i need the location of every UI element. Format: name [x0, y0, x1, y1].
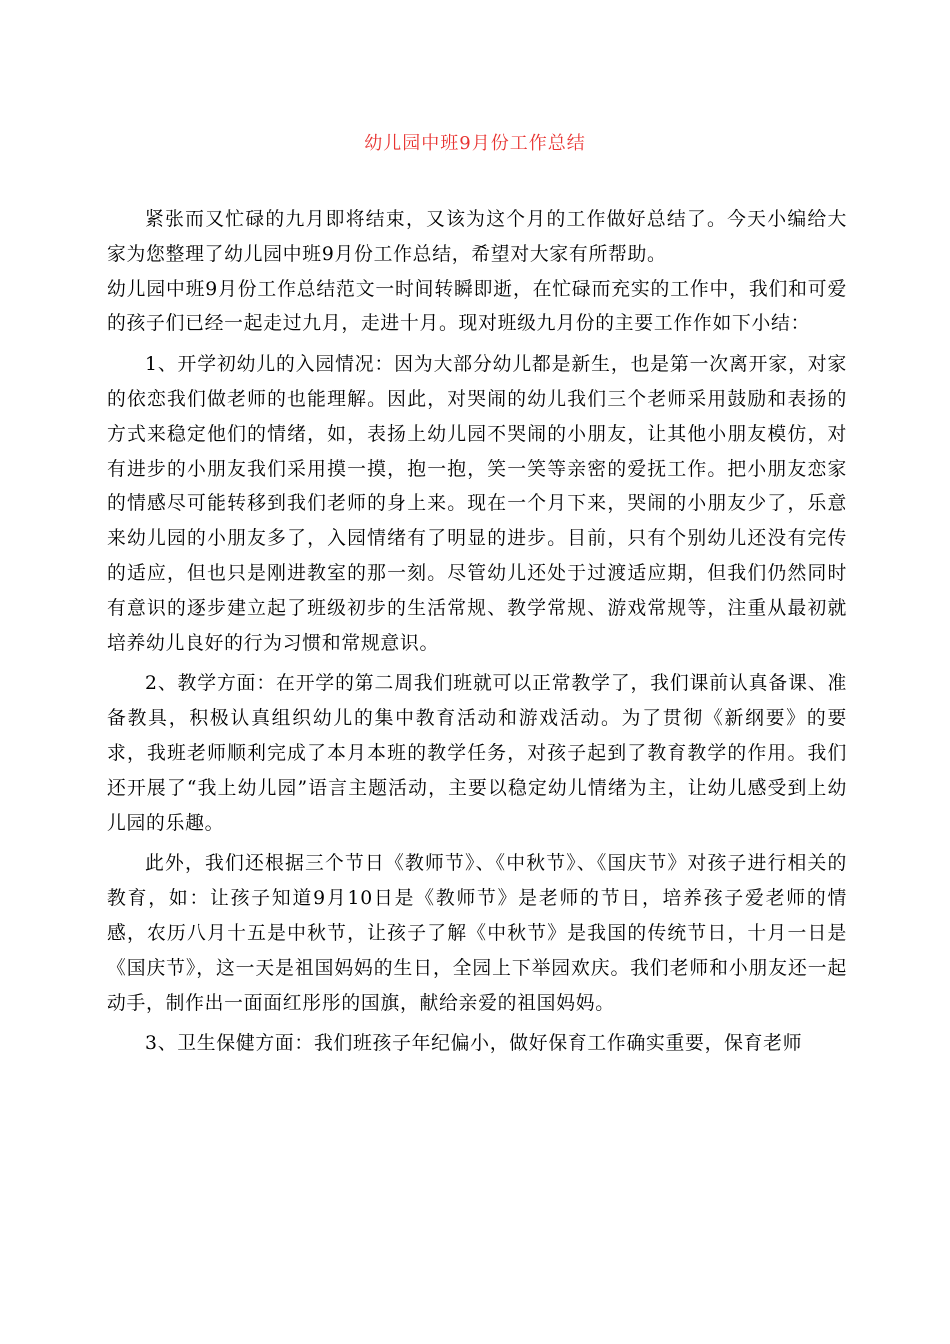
document-title: 幼儿园中班9月份工作总结: [364, 133, 586, 154]
paragraph-summary-opening: 幼儿园中班9月份工作总结范文一时间转瞬即逝，在忙碌而充实的工作中，我们和可爱的孩子们已经一起走过九月，走进十月。现对班级九月份的主要工作作如下小结：: [107, 278, 847, 335]
paragraph-teaching: 2、教学方面：在开学的第二周我们班就可以正常教学了，我们课前认真备课、准备教具，积极认真组织幼儿的集中教育活动和游戏活动。为了贯彻《新纲要》的要求，我班老师顺利完成了本月本班的教学任务，对孩子起到了教育教学的作用。我们还开展了“我上幼儿园”语言主题活动，主要以稳定幼儿情绪为主，让幼儿感受到上幼儿园的乐趣。: [107, 673, 847, 834]
paragraph-festivals: 此外，我们还根据三个节日《教师节》、《中秋节》、《国庆节》对孩子进行相关的教育，如：让孩子知道9月10日是《教师节》是老师的节日，培养孩子爱老师的情感，农历八月十五是中秋节，让孩子了解《中秋节》是我国的传统节日，十月一日是《国庆节》，这一天是祖国妈妈的生日，全园上下举园欢庆。我们老师和小朋友还一起动手，制作出一面面红彤彤的国旗，献给亲爱的祖国妈妈。: [107, 853, 847, 1014]
paragraph-intro: 紧张而又忙碌的九月即将结束，又该为这个月的工作做好总结了。今天小编给大家为您整理了幼儿园中班9月份工作总结，希望对大家有所帮助。: [107, 209, 847, 265]
paragraph-health: 3、卫生保健方面：我们班孩子年纪偏小，做好保育工作确实重要，保育老师: [145, 1033, 803, 1055]
paragraph-enrollment: 1、开学初幼儿的入园情况：因为大部分幼儿都是新生，也是第一次离开家，对家的依恋我们做老师的也能理解。因此，对哭闹的幼儿我们三个老师采用鼓励和表扬的方式来稳定他们的情绪，如，表扬上幼儿园不哭闹的小朋友，让其他小朋友模仿，对有进步的小朋友我们采用摸一摸，抱一抱，笑一笑等亲密的爱抚工作。把小朋友恋家的情感尽可能转移到我们老师的身上来。现在一个月下来，哭闹的小朋友少了，乐意来幼儿园的小朋友多了，入园情绪有了明显的进步。目前，只有个别幼儿还没有完传的适应，但也只是刚进教室的那一刻。尽管幼儿还处于过渡适应期，但我们仍然同时有意识的逐步建立起了班级初步的生活常规、教学常规、游戏常规等，注重从最初就培养幼儿良好的行为习惯和常规意识。: [107, 354, 847, 654]
document-body: [107, 203, 847, 1062]
